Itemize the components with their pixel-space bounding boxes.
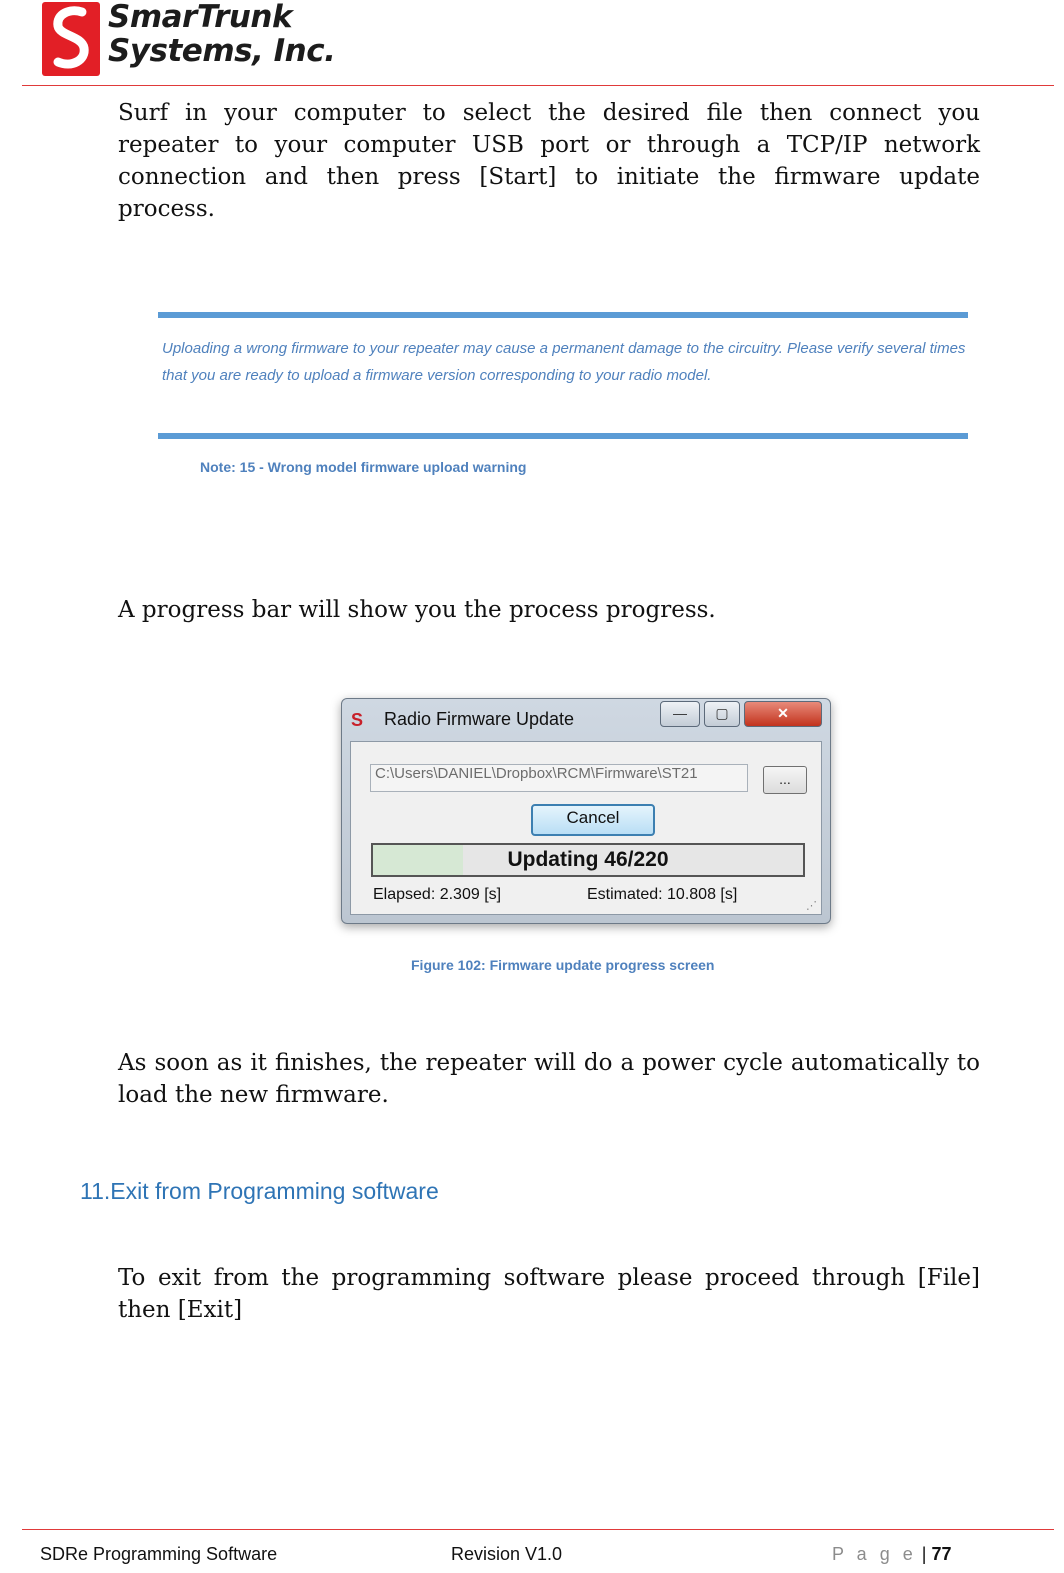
resize-grip-icon[interactable]: ⋰ [806,900,817,912]
estimated-time: Estimated: 10.808 [s] [587,886,738,903]
progress-bar [371,843,805,877]
footer-divider [22,1529,1054,1530]
footer-page-word: P a g e [832,1544,917,1564]
firmware-update-dialog [341,698,831,924]
figure-caption: Figure 102: Firmware update progress screen [411,957,715,973]
minimize-button[interactable]: — [660,701,700,727]
footer-page-number: 77 [931,1544,952,1564]
section-heading: 11.Exit from Programming software [80,1178,439,1204]
dialog-title: Radio Firmware Update [384,709,575,729]
app-icon: S [351,710,364,730]
header-divider [22,85,1054,86]
firmware-path-input[interactable]: C:\Users\DANIEL\Dropbox\RCM\Firmware\ST21 [370,764,748,792]
logo-text-line2: Systems, Inc. [108,33,336,69]
footer-title: SDRe Programming Software [40,1544,278,1564]
footer-separator: | [921,1544,927,1564]
note-top-rule [158,312,968,318]
progress-paragraph: A progress bar will show you the process progress. [118,597,716,623]
elapsed-time: Elapsed: 2.309 [s] [373,886,502,903]
note-caption: Note: 15 - Wrong model firmware upload warning [200,459,527,475]
cancel-button[interactable]: Cancel [531,804,655,836]
footer-revision: Revision V1.0 [451,1544,563,1564]
close-button[interactable]: ✕ [744,701,822,727]
intro-paragraph: Surf in your computer to select the desired file then connect you repeater to your computer USB port or through a TCP/IP network connection and then press [Start] to initiate the firmware update process. [118,100,980,222]
finish-paragraph: As soon as it finishes, the repeater will do a power cycle automatically to load the new firmware. [118,1050,980,1108]
logo-text-line1: SmarTrunk [108,0,293,35]
browse-button[interactable]: ... [763,766,807,794]
exit-paragraph: To exit from the programming software please proceed through [File] then [Exit] [118,1265,980,1323]
warning-note-text: Uploading a wrong firmware to your repeater may cause a permanent damage to the circuitry. Please verify several times that you are ready to upload a firmware version corresponding to your radio model. [162,340,966,384]
company-logo-icon [42,2,100,76]
maximize-button[interactable]: ▢ [704,701,740,727]
footer-page [832,1544,951,1565]
progress-label: Updating 46/220 [507,848,669,871]
note-bottom-rule [158,433,968,439]
dialog-client-area [350,741,822,915]
dialog-titlebar [342,699,830,739]
